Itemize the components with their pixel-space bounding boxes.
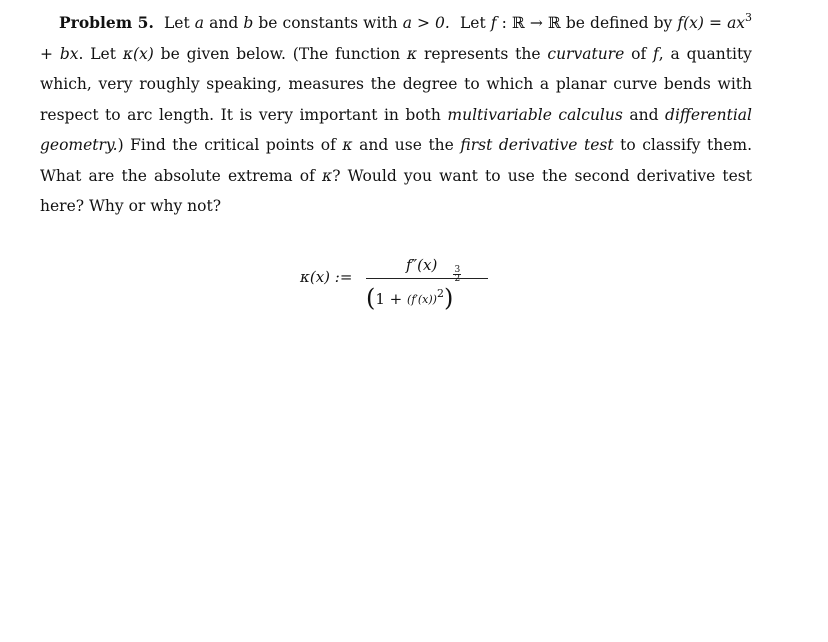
text-run: ? Would you want to use the second derivative test here? Why or why not? — [40, 166, 752, 215]
text-run: be given below. (The function — [160, 44, 401, 63]
math-condition: a > 0. — [402, 14, 450, 32]
text-run: . Let — [78, 44, 116, 63]
emph-differential-geometry: differential geometry. — [40, 105, 752, 154]
math-ax: ax — [727, 14, 746, 32]
text-run: of — [631, 44, 647, 63]
den-square: 2 — [436, 287, 444, 300]
math-exponent: 3 — [745, 10, 753, 24]
formula-numerator: f″(x) — [406, 256, 438, 274]
text-run: and — [209, 14, 239, 32]
math-kappa: κ — [342, 136, 353, 154]
math-plus: + — [40, 44, 60, 63]
paren-close: ) — [443, 284, 454, 312]
formula-denominator — [366, 265, 461, 312]
text-run: , a quantity which, very roughly speaking, measures the degree to which a planar curve bends with respect to arc length. It is very important in both — [40, 44, 752, 124]
text-run: Let — [460, 14, 486, 32]
problem-label: Problem 5. — [59, 13, 154, 32]
fraction-bar — [366, 278, 488, 279]
problem-text — [40, 8, 752, 222]
text-run: to classify them. What are the absolute extrema of — [40, 136, 752, 185]
emph-curvature: curvature — [547, 44, 625, 63]
emph-multivariable: multivariable calculus — [447, 105, 623, 124]
text-run: be defined by — [565, 14, 673, 32]
math-f: f — [653, 44, 659, 63]
paren-open: ( — [366, 284, 376, 312]
den-one: 1 + — [375, 290, 408, 308]
math-kappa: κ — [406, 44, 418, 63]
den-inner: (f′(x)) — [407, 293, 437, 306]
curvature-formula — [300, 252, 500, 332]
den-exponent — [453, 266, 461, 283]
math-kappa: κ — [322, 166, 333, 185]
math-kappa-x: κ(x) — [122, 44, 154, 63]
math-b: b — [243, 14, 254, 32]
text-run: Let — [164, 14, 190, 32]
math-fx: f(x) — [677, 14, 704, 32]
text-run: and — [629, 105, 659, 124]
exp-numerator: 3 — [454, 265, 461, 275]
math-eq: = — [703, 14, 728, 32]
formula-fraction — [366, 252, 486, 322]
math-colon: : — [496, 14, 512, 32]
text-run: represents the — [423, 44, 541, 63]
text-run: be constants with — [258, 14, 398, 32]
exp-denominator: 2 — [454, 274, 461, 284]
formula-lhs: κ(x) := — [300, 268, 353, 286]
text-run: ) Find the critical points of — [117, 136, 336, 154]
math-map: ℝ → ℝ — [511, 14, 561, 32]
text-run: and use the — [359, 136, 454, 154]
math-f: f — [490, 14, 497, 32]
emph-first-derivative-test: first derivative test — [460, 136, 614, 154]
math-a: a — [194, 14, 205, 32]
math-bx: bx — [59, 44, 79, 63]
